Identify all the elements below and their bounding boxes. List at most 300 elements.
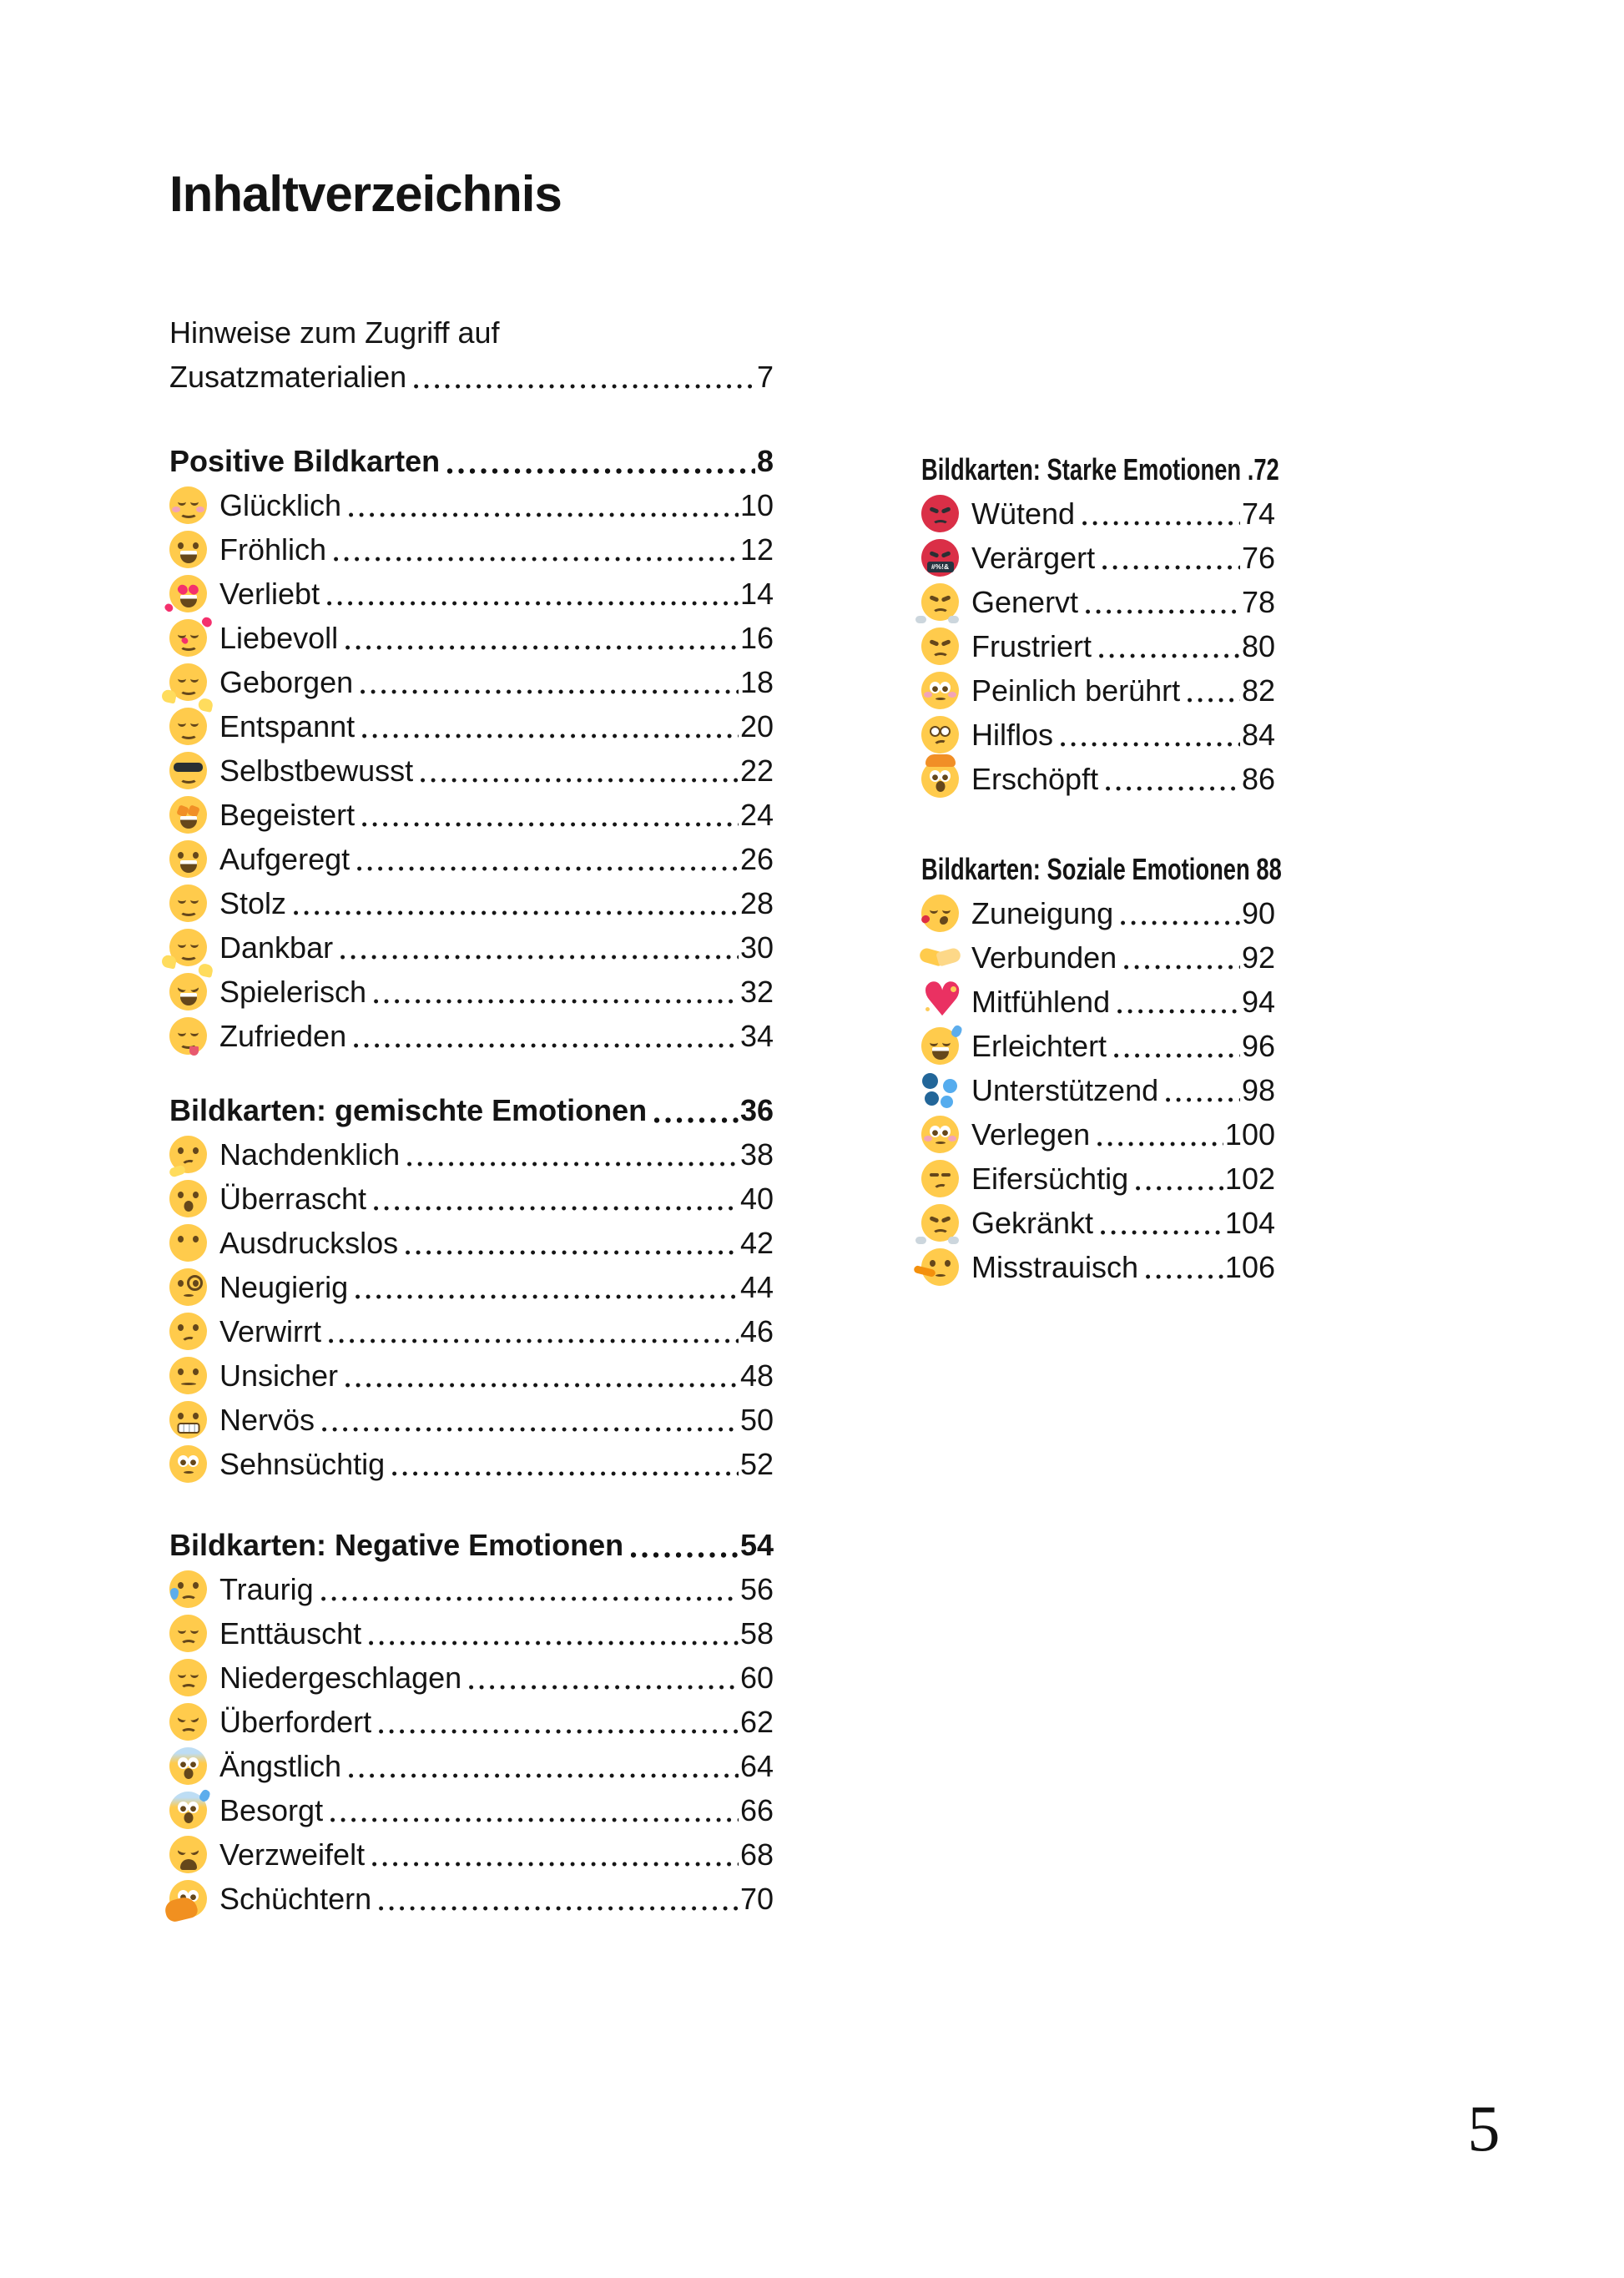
emoji-mouth xyxy=(932,520,949,530)
emoji-eye-right xyxy=(193,1280,199,1287)
emoji-eye-right xyxy=(188,1757,199,1769)
toc-entry-page: 66 xyxy=(739,1792,774,1827)
toc-entry-label: Sehnsüchtig xyxy=(219,1446,386,1481)
toc-entry-page: 106 xyxy=(1224,1249,1275,1284)
emoji-eye-left xyxy=(930,1039,938,1046)
emoji-eye-left xyxy=(178,852,184,859)
dot-leader xyxy=(321,1596,739,1601)
emoji-icon xyxy=(169,1747,207,1785)
toc-entry-label: Eifersüchtig xyxy=(971,1161,1129,1196)
toc-entry xyxy=(921,980,1275,1024)
emoji-eye-right xyxy=(190,940,199,948)
emoji-eye-left xyxy=(930,639,940,646)
emoji-eye-left xyxy=(178,675,186,683)
toc-entry-page: 48 xyxy=(739,1358,774,1393)
toc-entry-page: 78 xyxy=(1241,584,1275,619)
toc-entry-page: 56 xyxy=(739,1571,774,1606)
dot-leader xyxy=(374,1206,739,1211)
emoji-icon xyxy=(921,539,959,577)
section-heading xyxy=(921,847,1282,891)
dot-leader xyxy=(1114,1053,1240,1058)
dot-leader xyxy=(379,1906,739,1911)
toc-entry-page: 14 xyxy=(739,576,774,611)
toc-entry xyxy=(169,616,774,660)
toc-entry xyxy=(169,1744,774,1788)
section-heading-page: 54 xyxy=(739,1527,774,1562)
left-sections xyxy=(169,439,774,1921)
emoji-eye-right xyxy=(188,1890,199,1902)
emoji-eye-left xyxy=(178,1671,186,1678)
toc-entry-label: Gekränkt xyxy=(971,1205,1094,1240)
toc-entry-label: Frustriert xyxy=(971,628,1092,663)
emoji-eye-left xyxy=(178,719,186,727)
dot-leader xyxy=(329,1338,739,1343)
toc-entry-page: 60 xyxy=(739,1660,774,1695)
dot-leader xyxy=(654,1117,739,1123)
emoji-eye-left xyxy=(178,1236,184,1242)
toc-entry-label: Nachdenklich xyxy=(219,1136,401,1172)
emoji-eye-right xyxy=(193,1324,199,1331)
emoji-mouth xyxy=(932,653,949,663)
toc-entry-page: 26 xyxy=(739,841,774,876)
emoji-mouth xyxy=(927,562,954,572)
emoji-mouth xyxy=(936,698,946,700)
toc-entry-page: 62 xyxy=(739,1704,774,1739)
emoji-eye-right xyxy=(193,1582,199,1589)
emoji-eye-right xyxy=(193,1413,199,1419)
emoji-icon xyxy=(169,1017,207,1055)
toc-entry-page: 92 xyxy=(1241,940,1275,975)
emoji-eye-left xyxy=(930,551,940,557)
toc-entry-page: 52 xyxy=(739,1446,774,1481)
section-heading-page: 88 xyxy=(1256,852,1282,886)
toc-entry xyxy=(169,1309,774,1353)
emoji-icon xyxy=(921,939,959,976)
emoji-eye-right xyxy=(190,896,199,904)
emoji-eye-right xyxy=(189,1714,199,1724)
emoji-mouth xyxy=(932,1047,949,1060)
emoji-mouth xyxy=(180,816,197,829)
toc-entry-page: 76 xyxy=(1241,540,1275,575)
toc-entry-page: 98 xyxy=(1241,1072,1275,1107)
section-heading-page: 72 xyxy=(1253,452,1279,486)
toc-entry-page: 38 xyxy=(739,1136,774,1172)
toc-entry-page: 10 xyxy=(739,487,774,522)
toc-entry-label: Spielerisch xyxy=(219,974,367,1009)
emoji-mouth xyxy=(179,729,198,739)
toc-entry xyxy=(169,1877,774,1921)
emoji-icon xyxy=(169,575,207,612)
dot-leader xyxy=(372,1862,739,1867)
toc-entry xyxy=(169,1353,774,1398)
toc-section xyxy=(921,847,1282,1289)
toc-entry-label: Nervös xyxy=(219,1402,315,1437)
toc-entry xyxy=(921,1068,1275,1112)
emoji-eye-left xyxy=(930,507,940,513)
emoji-eye-left xyxy=(178,896,186,904)
emoji-mouth xyxy=(179,508,198,518)
dot-leader xyxy=(447,468,755,474)
emoji-eye-right xyxy=(941,595,951,602)
toc-entry xyxy=(169,704,774,748)
toc-entry-page: 80 xyxy=(1241,628,1275,663)
dot-leader xyxy=(1106,786,1240,791)
dot-leader xyxy=(330,1817,739,1822)
emoji-icon xyxy=(921,495,959,532)
emoji-icon xyxy=(921,583,959,621)
section-heading-page: 8 xyxy=(756,443,774,478)
emoji-icon xyxy=(169,1703,207,1741)
emoji-eye-right xyxy=(190,675,199,683)
toc-entry-label: Aufgeregt xyxy=(219,841,351,876)
emoji-eye-left xyxy=(178,1582,184,1589)
dot-leader xyxy=(354,1043,739,1048)
emoji-icon xyxy=(169,1224,207,1262)
toc-entry-label: Neugierig xyxy=(219,1269,349,1304)
toc-entry xyxy=(169,572,774,616)
toc-entry-label: Enttäuscht xyxy=(219,1615,362,1651)
dot-leader xyxy=(1102,565,1240,570)
toc-entry-label: Peinlich berührt xyxy=(971,673,1181,708)
emoji-eye-right xyxy=(190,631,199,638)
dot-leader xyxy=(407,1162,739,1167)
emoji-eye-left xyxy=(178,631,186,638)
emoji-icon xyxy=(169,663,207,701)
toc-entry xyxy=(169,1611,774,1656)
emoji-eye-left xyxy=(930,595,940,602)
toc-section xyxy=(169,1088,774,1486)
dot-leader xyxy=(374,999,739,1004)
emoji-eye-right xyxy=(190,1029,199,1036)
emoji-mouth xyxy=(179,906,198,916)
emoji-eye-right xyxy=(941,1173,951,1177)
dot-leader xyxy=(421,778,739,783)
emoji-icon xyxy=(921,760,959,798)
section-heading-label: Bildkarten: Soziale Emotionen xyxy=(921,852,1250,886)
dot-leader xyxy=(1188,698,1240,703)
emoji-icon xyxy=(921,895,959,932)
toc-entry-label: Entspannt xyxy=(219,708,356,743)
toc-entry-page: 24 xyxy=(739,797,774,832)
toc-entry-label: Unterstützend xyxy=(971,1072,1159,1107)
emoji-eye-left xyxy=(178,940,186,948)
toc-entry-label: Überfordert xyxy=(219,1704,372,1739)
emoji-icon xyxy=(921,1204,959,1242)
emoji-eye-right xyxy=(940,770,951,782)
emoji-eye-right xyxy=(193,1147,199,1154)
dot-leader xyxy=(469,1685,739,1690)
emoji-icon xyxy=(169,796,207,834)
right-sections xyxy=(921,447,1282,1289)
toc-entry-label: Misstrauisch xyxy=(971,1249,1139,1284)
dot-leader xyxy=(406,1250,739,1255)
dot-leader xyxy=(362,822,739,827)
emoji-mouth xyxy=(933,739,947,750)
emoji-eye-right xyxy=(940,682,951,693)
emoji-icon xyxy=(921,1027,959,1065)
emoji-eye-right xyxy=(945,1260,951,1267)
toc-entry-page: 100 xyxy=(1224,1116,1275,1152)
toc-entry xyxy=(921,935,1275,980)
toc-entry-label: Mitfühlend xyxy=(971,984,1111,1019)
toc-entry-page: 74 xyxy=(1241,496,1275,531)
emoji-mouth xyxy=(932,1229,949,1239)
intro-text: Zusatzmaterialien xyxy=(169,359,407,394)
intro-line-1 xyxy=(169,310,774,355)
emoji-icon xyxy=(921,1071,959,1109)
emoji-mouth xyxy=(184,1201,193,1212)
toc-entry-page: 28 xyxy=(739,885,774,920)
emoji-icon xyxy=(921,1160,959,1197)
emoji-eye-right xyxy=(188,1455,199,1467)
toc-entry-page: 50 xyxy=(739,1402,774,1437)
emoji-eye-right xyxy=(193,1192,199,1198)
emoji-icon xyxy=(169,840,207,878)
emoji-mouth xyxy=(181,1159,195,1170)
dot-leader xyxy=(1101,1230,1223,1235)
toc-entry xyxy=(169,527,774,572)
emoji-eye-right xyxy=(189,984,199,994)
emoji-eye-left xyxy=(178,542,184,549)
emoji-eye-right xyxy=(190,498,199,506)
toc-entry-page: 16 xyxy=(739,620,774,655)
toc-entry-label: Genervt xyxy=(971,584,1079,619)
dot-leader xyxy=(1146,1274,1223,1279)
toc-entry-page: 70 xyxy=(739,1881,774,1916)
emoji-mouth xyxy=(933,1183,947,1194)
toc-entry-label: Dankbar xyxy=(219,930,334,965)
toc-entry-label: Erleichtert xyxy=(971,1028,1107,1063)
toc-entry xyxy=(169,1014,774,1058)
toc-entry-label: Niedergeschlagen xyxy=(219,1660,462,1695)
toc-entry-label: Verliebt xyxy=(219,576,320,611)
emoji-mouth xyxy=(936,1142,946,1144)
emoji-mouth xyxy=(180,551,197,563)
emoji-eye-right xyxy=(193,542,199,549)
intro-line-2 xyxy=(169,355,774,399)
toc-entry-label: Verzweifelt xyxy=(219,1837,366,1872)
emoji-mouth xyxy=(179,950,198,960)
dot-leader xyxy=(1086,609,1240,614)
dot-leader xyxy=(1097,1142,1223,1147)
emoji-mouth xyxy=(180,1684,197,1694)
dot-leader xyxy=(361,689,739,694)
toc-entry xyxy=(169,925,774,970)
section-heading xyxy=(169,1523,774,1567)
toc-entry-label: Wütend xyxy=(971,496,1076,531)
emoji-mouth xyxy=(181,1336,195,1347)
toc-entry xyxy=(921,536,1275,580)
dot-leader xyxy=(327,601,739,606)
toc-entry-label: Fröhlich xyxy=(219,532,327,567)
toc-entry xyxy=(921,1245,1275,1289)
emoji-mouth xyxy=(184,1471,194,1474)
toc-entry-label: Erschöpft xyxy=(971,761,1099,796)
emoji-mouth xyxy=(180,993,197,1005)
dot-leader xyxy=(379,1729,739,1734)
emoji-icon xyxy=(169,752,207,789)
emoji-eye-right xyxy=(193,1368,199,1375)
right-column xyxy=(921,447,1282,1289)
dot-leader xyxy=(362,733,739,738)
emoji-eye-right xyxy=(190,1671,199,1678)
emoji-icon xyxy=(169,1659,207,1696)
toc-entry xyxy=(169,793,774,837)
dot-leader xyxy=(322,1427,739,1432)
toc-entry-page: 102 xyxy=(1224,1161,1275,1196)
dot-leader xyxy=(340,955,739,960)
toc-entry-page: 58 xyxy=(739,1615,774,1651)
emoji-icon xyxy=(169,619,207,657)
toc-entry xyxy=(169,1832,774,1877)
emoji-eye-right xyxy=(193,1236,199,1242)
emoji-mouth xyxy=(179,685,198,695)
emoji-mouth xyxy=(936,781,945,792)
emoji-icon xyxy=(169,1357,207,1394)
toc-entry xyxy=(169,1398,774,1442)
section-heading-label: Bildkarten: gemischte Emotionen xyxy=(169,1092,648,1127)
emoji-icon xyxy=(169,973,207,1010)
dot-leader xyxy=(369,1640,739,1646)
toc-entry-page: 30 xyxy=(739,930,774,965)
emoji-mouth xyxy=(932,608,949,618)
toc-entry-label: Geborgen xyxy=(219,664,354,699)
toc-entry xyxy=(169,1177,774,1221)
emoji-eye-left xyxy=(177,1847,187,1857)
emoji-icon xyxy=(921,672,959,709)
toc-entry xyxy=(169,1221,774,1265)
toc-entry xyxy=(169,483,774,527)
toc-entry xyxy=(169,1567,774,1611)
emoji-icon xyxy=(169,1570,207,1608)
emoji-icon xyxy=(169,1268,207,1306)
dot-leader xyxy=(1166,1097,1240,1102)
toc-entry-label: Unsicher xyxy=(219,1358,339,1393)
toc-entry-page: 96 xyxy=(1241,1028,1275,1063)
emoji-mouth xyxy=(180,1595,197,1605)
emoji-mouth xyxy=(180,595,197,607)
intro-entry xyxy=(169,310,774,399)
toc-entry-label: Verlegen xyxy=(971,1116,1091,1152)
emoji-mouth xyxy=(180,1640,197,1650)
toc-entry xyxy=(169,1442,774,1486)
toc-entry-label: Begeistert xyxy=(219,797,356,832)
emoji-mouth xyxy=(179,774,198,784)
emoji-mouth xyxy=(180,860,197,873)
toc-entry-page: 22 xyxy=(739,753,774,788)
toc-entry-page: 18 xyxy=(739,664,774,699)
emoji-icon xyxy=(921,627,959,665)
section-heading xyxy=(921,447,1279,491)
emoji-eye-right xyxy=(941,551,951,557)
toc-entry-page: 82 xyxy=(1241,673,1275,708)
emoji-eye-right xyxy=(193,852,199,859)
emoji-eye-left xyxy=(178,1413,184,1419)
toc-entry xyxy=(169,1132,774,1177)
toc-entry xyxy=(169,1265,774,1309)
section-heading-separator xyxy=(1250,852,1257,886)
toc-section xyxy=(921,447,1279,801)
emoji-icon xyxy=(921,716,959,753)
page-title: Inhaltverzeichnis xyxy=(169,166,562,222)
intro-text: Hinweise zum Zugriff auf xyxy=(169,315,500,350)
emoji-eye-left xyxy=(178,1147,184,1154)
emoji-eye-left xyxy=(177,1714,187,1724)
emoji-eye-right xyxy=(940,1126,951,1137)
left-column xyxy=(169,310,774,1921)
dot-leader xyxy=(294,910,739,915)
dot-leader xyxy=(349,512,739,517)
toc-entry xyxy=(169,881,774,925)
emoji-icon xyxy=(169,884,207,922)
toc-entry xyxy=(169,837,774,881)
emoji-icon xyxy=(169,1445,207,1483)
dot-leader xyxy=(349,1773,739,1778)
section-heading-page: 36 xyxy=(739,1092,774,1127)
emoji-icon xyxy=(921,1248,959,1286)
section-heading-separator: . xyxy=(1241,452,1254,486)
emoji-eye-left xyxy=(178,1192,184,1198)
emoji-eye-right xyxy=(940,726,951,737)
section-heading xyxy=(169,439,774,483)
toc-entry xyxy=(921,757,1275,801)
emoji-eye-left xyxy=(177,984,187,994)
emoji-eye-left xyxy=(930,1216,940,1222)
emoji-mouth xyxy=(936,1274,946,1277)
toc-entry-page: 32 xyxy=(739,974,774,1009)
toc-entry-page: 68 xyxy=(739,1837,774,1872)
toc-entry-page: 90 xyxy=(1241,895,1275,930)
toc-entry xyxy=(921,668,1275,713)
toc-entry-label: Stolz xyxy=(219,885,287,920)
dot-leader xyxy=(1124,965,1240,970)
toc-entry-page: 94 xyxy=(1241,984,1275,1019)
emoji-icon xyxy=(169,1615,207,1652)
emoji-icon xyxy=(169,929,207,966)
emoji-eye-right xyxy=(189,1847,199,1857)
emoji-mouth xyxy=(184,1768,193,1779)
dot-leader xyxy=(1061,742,1240,747)
toc-section xyxy=(169,439,774,1058)
dot-leader xyxy=(334,557,739,562)
dot-leader xyxy=(345,1383,739,1388)
section-heading-label: Bildkarten: Negative Emotionen xyxy=(169,1527,624,1562)
dot-leader xyxy=(1082,521,1240,526)
emoji-eye-right xyxy=(942,906,951,914)
emoji-eye-right xyxy=(941,1216,951,1222)
toc-entry-page: 42 xyxy=(739,1225,774,1260)
toc-entry xyxy=(921,891,1275,935)
toc-entry-label: Hilflos xyxy=(971,717,1054,752)
toc-entry-label: Traurig xyxy=(219,1571,314,1606)
emoji-icon xyxy=(921,1116,959,1153)
toc-entry xyxy=(169,1700,774,1744)
toc-entry xyxy=(921,1157,1275,1201)
dot-leader xyxy=(1117,1009,1240,1014)
emoji-eye-left xyxy=(178,1280,184,1287)
emoji-eye-left xyxy=(178,498,186,506)
dot-leader xyxy=(392,1471,739,1476)
emoji-icon xyxy=(169,1313,207,1350)
emoji-eye-left xyxy=(930,906,938,914)
emoji-eye-left xyxy=(178,1029,186,1036)
toc-entry-page: 84 xyxy=(1241,717,1275,752)
toc-entry-page: 20 xyxy=(739,708,774,743)
dot-leader xyxy=(357,866,739,871)
emoji-icon xyxy=(169,486,207,524)
toc-entry xyxy=(169,970,774,1014)
emoji-eye-left xyxy=(178,1368,184,1375)
